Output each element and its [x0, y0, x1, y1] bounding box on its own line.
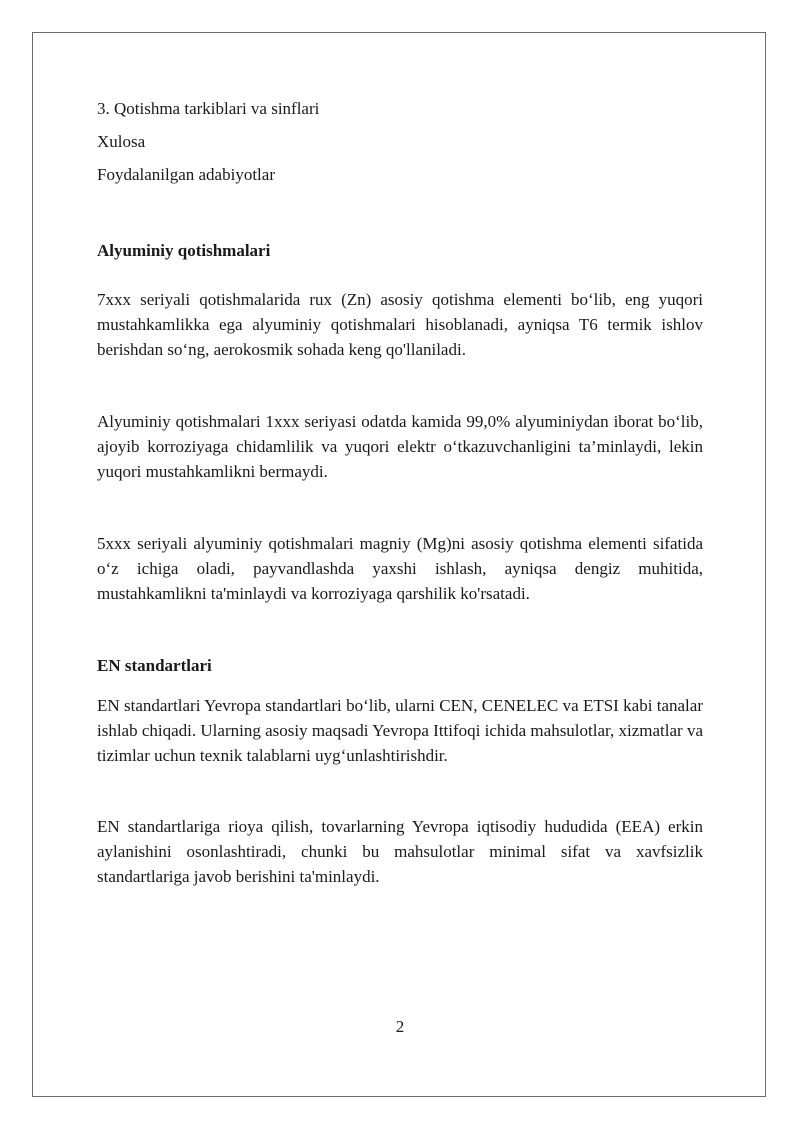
page-number: 2 [395, 1017, 405, 1036]
toc-item-references: Foydalanilgan adabiyotlar [97, 165, 275, 184]
paragraph-1xxx-series: Alyuminiy qotishmalari 1xxx seriyasi odatda kamida 99,0% alyuminiydan iborat bo‘lib, ajoyib korroziyaga chidamlilik va yuqori elektr o‘tkazuvchanligini ta’minlaydi, lekin yuqori mustahkamlikni bermaydi. [97, 412, 703, 481]
heading-en-standards: EN standartlari [97, 656, 212, 675]
toc-item-composition: 3. Qotishma tarkiblari va sinflari [97, 99, 320, 118]
paragraph-en-standards-compliance: EN standartlariga rioya qilish, tovarlarning Yevropa iqtisodiy hududida (EEA) erkin aylanishini osonlashtiradi, chunki bu mahsulotlar minimal sifat va xavfsizlik standartlariga javob berishini ta'minlaydi. [97, 817, 703, 886]
toc-item-conclusion: Xulosa [97, 132, 146, 151]
heading-aluminum-alloys: Alyuminiy qotishmalari [97, 241, 271, 260]
paragraph-5xxx-series: 5xxx seriyali alyuminiy qotishmalari magniy (Mg)ni asosiy qotishma elementi sifatida o‘z ichiga oladi, payvandlashda yaxshi ishlash, ayniqsa dengiz muhitida, mustahkamlikni ta'minlaydi va korroziyaga qarshilik ko'rsatadi. [97, 534, 703, 603]
document-body [97, 96, 703, 889]
paragraph-7xxx-series: 7xxx seriyali qotishmalarida rux (Zn) asosiy qotishma elementi bo‘lib, eng yuqori mustahkamlikka ega alyuminiy qotishmalari hisoblanadi, ayniqsa T6 termik ishlov berishdan so‘ng, aerokosmik sohada keng qo'llaniladi. [97, 290, 703, 359]
paragraph-en-standards-definition: EN standartlari Yevropa standartlari bo‘lib, ularni CEN, CENELEC va ETSI kabi tanalar ishlab chiqadi. Ularning asosiy maqsadi Yevropa Ittifoqi ichida mahsulotlar, xizmatlar va tizimlar uchun texnik talablarni uyg‘unlashtirishdir. [97, 696, 703, 765]
